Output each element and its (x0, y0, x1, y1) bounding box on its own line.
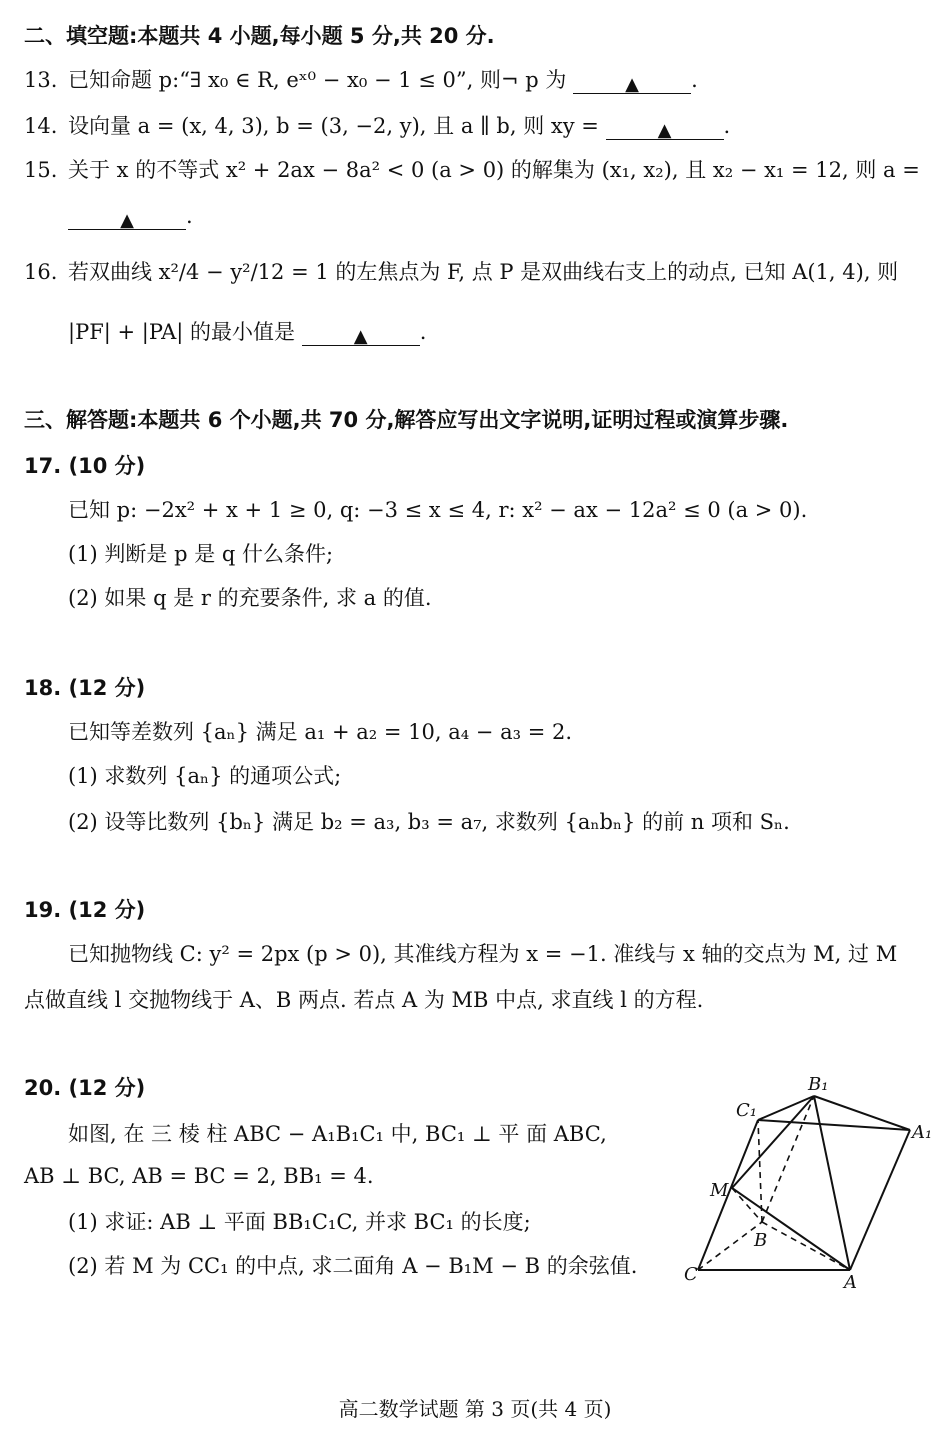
label-c: C (684, 1264, 698, 1285)
q18-line2: (1) 求数列 {aₙ} 的通项公式; (68, 764, 342, 788)
q20-line4: (2) 若 M 为 CC₁ 的中点, 求二面角 A − B₁M − B 的余弦值. (68, 1254, 638, 1278)
section2-heading: 二、填空题:本题共 4 小题,每小题 5 分,共 20 分. (24, 24, 495, 48)
label-c1: C₁ (736, 1100, 757, 1121)
page-footer: 高二数学试题 第 3 页(共 4 页) (338, 1397, 612, 1421)
q18-line3: (2) 设等比数列 {bₙ} 满足 b₂ = a₃, b₃ = a₇, 求数列 {aₙbₙ} 的前 n 项和 Sₙ. (68, 810, 790, 834)
question-14 (24, 112, 730, 140)
q20-line1: 如图, 在 三 棱 柱 ABC − A₁B₁C₁ 中, BC₁ ⊥ 平 面 ABC, (68, 1122, 607, 1146)
label-m: M (710, 1180, 729, 1201)
question-13 (24, 66, 698, 94)
q15-text: 关于 x 的不等式 x² + 2ax − 8a² < 0 (a > 0) 的解集为 (x₁, x₂), 且 x₂ − x₁ = 12, 则 a = (68, 158, 920, 182)
q19-heading: 19. (12 分) (24, 898, 146, 922)
q13-text: 已知命题 p:“∃ x₀ ∈ R, eˣ⁰ − x₀ − 1 ≤ 0”, 则¬ p 为 (68, 68, 567, 92)
q16-answer-blank[interactable] (302, 321, 420, 346)
edge-m-a (732, 1188, 850, 1270)
q20-heading: 20. (12 分) (24, 1076, 146, 1100)
q17-line1: 已知 p: −2x² + x + 1 ≥ 0, q: −3 ≤ x ≤ 4, r: x² − ax − 12a² ≤ 0 (a > 0). (68, 498, 808, 522)
blank-triangle-icon: ▲ (657, 120, 672, 141)
blank-triangle-icon: ▲ (625, 74, 639, 95)
q18-line1: 已知等差数列 {aₙ} 满足 a₁ + a₂ = 10, a₄ − a₃ = 2. (68, 720, 572, 744)
q13-number: 13. (24, 68, 58, 92)
q16-text-b: |PF| + |PA| 的最小值是 (68, 320, 295, 344)
question-15 (24, 156, 920, 184)
q13-end: . (691, 68, 698, 92)
label-a: A (844, 1272, 857, 1293)
q14-text: 设向量 a = (x, 4, 3), b = (3, −2, y), 且 a ∥ b, 则 xy = (68, 114, 599, 138)
q16-end: . (419, 320, 427, 344)
q15-number: 15. (24, 158, 58, 182)
label-b1: B₁ (808, 1074, 829, 1095)
q19-line1: 已知抛物线 C: y² = 2px (p > 0), 其准线方程为 x = −1. 准线与 x 轴的交点为 M, 过 M (68, 942, 898, 966)
question-16 (24, 258, 898, 286)
edge-a1-a (850, 1130, 910, 1270)
question-15-blank-line (68, 202, 193, 230)
q17-line2: (1) 判断是 p 是 q 什么条件; (68, 542, 334, 566)
section3-heading: 三、解答题:本题共 6 个小题,共 70 分,解答应写出文字说明,证明过程或演算步骤. (24, 408, 789, 432)
q13-answer-blank[interactable] (573, 69, 691, 94)
prism-figure (680, 1074, 940, 1294)
q15-end: . (186, 204, 193, 228)
label-a1: A₁ (912, 1122, 933, 1143)
edge-b-a-hidden (762, 1222, 850, 1270)
blank-triangle-icon: ▲ (120, 210, 134, 231)
q17-line3: (2) 如果 q 是 r 的充要条件, 求 a 的值. (68, 586, 432, 610)
blank-triangle-icon: ▲ (353, 326, 368, 347)
q14-answer-blank[interactable] (606, 115, 724, 140)
q17-heading: 17. (10 分) (24, 454, 146, 478)
q14-end: . (723, 114, 731, 138)
q19-line2: 点做直线 l 交抛物线于 A、B 两点. 若点 A 为 MB 中点, 求直线 l 的方程. (24, 988, 704, 1012)
label-b: B (754, 1230, 768, 1251)
q18-heading: 18. (12 分) (24, 676, 146, 700)
q15-answer-blank[interactable] (68, 205, 186, 230)
q14-number: 14. (24, 114, 58, 138)
q16-text-a: 若双曲线 x²/4 − y²/12 = 1 的左焦点为 F, 点 P 是双曲线右支上的动点, 已知 A(1, 4), 则 (68, 260, 899, 284)
edge-b1-a (814, 1096, 850, 1270)
q16-number: 16. (24, 260, 58, 284)
q20-line2: AB ⊥ BC, AB = BC = 2, BB₁ = 4. (24, 1164, 374, 1188)
q20-line3: (1) 求证: AB ⊥ 平面 BB₁C₁C, 并求 BC₁ 的长度; (68, 1210, 531, 1234)
question-16-line2 (68, 318, 426, 346)
